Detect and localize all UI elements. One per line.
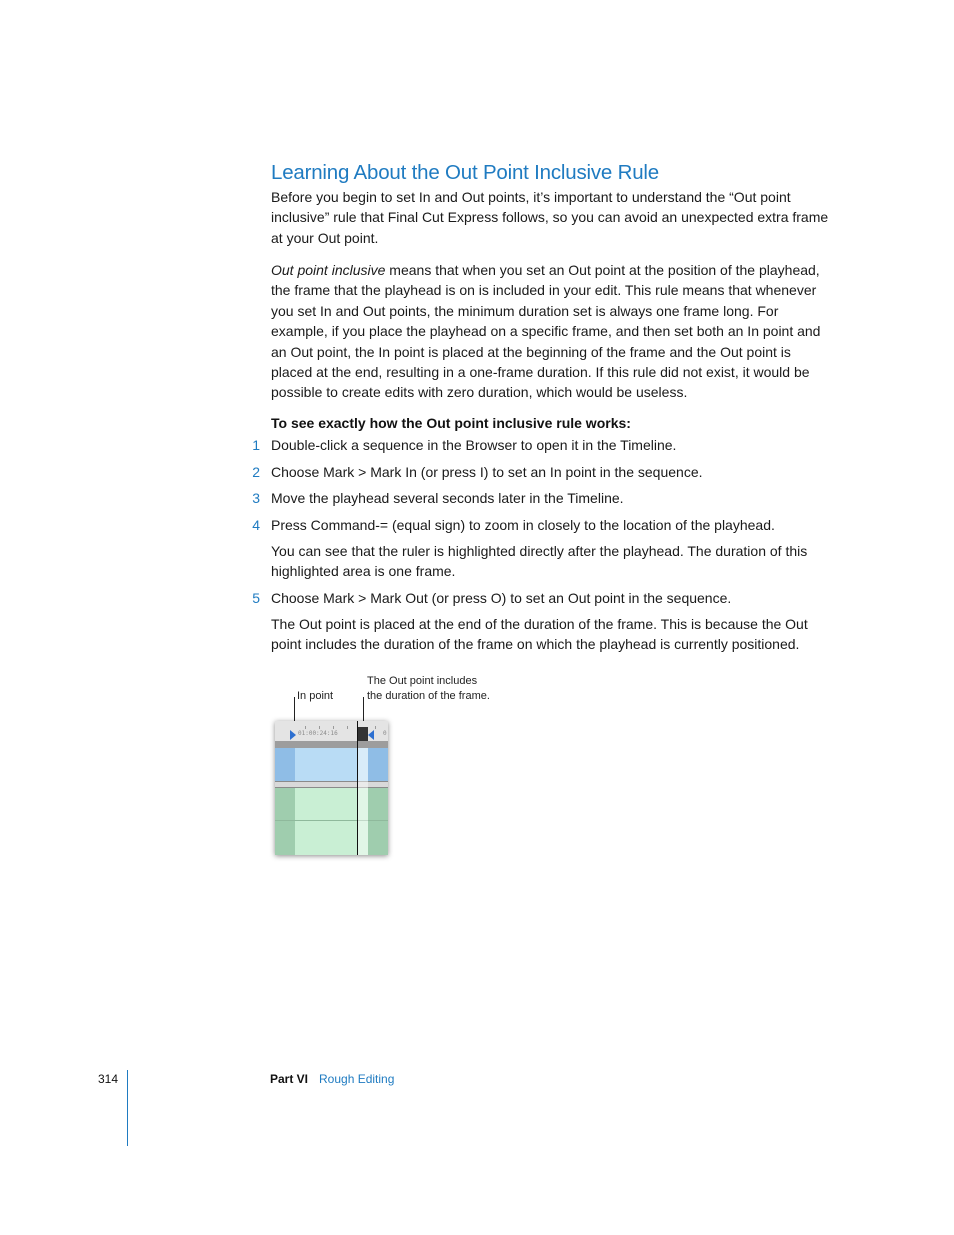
step-text: Choose Mark > Mark In (or press I) to set an In point in the sequence. [271, 464, 703, 480]
ruler-tick [333, 726, 334, 729]
page-number: 314 [98, 1072, 119, 1086]
out-point-marker-icon [368, 730, 374, 740]
playhead-line [357, 721, 358, 855]
out-point-leader-line [363, 697, 364, 721]
step-5-note: The Out point is placed at the end of the duration of the frame. This is because the Out point includes the duration of the frame on which the playhead is currently positioned. [271, 616, 808, 653]
step-number: 3 [252, 490, 260, 506]
render-bar [275, 741, 388, 748]
out-point-callout-line1: The Out point includes [367, 675, 478, 687]
step-text: Double-click a sequence in the Browser to open it in the Timeline. [271, 437, 677, 453]
footer-section-link[interactable]: Rough Editing [319, 1072, 395, 1086]
footer-part-label: Part VI [270, 1072, 309, 1086]
ruler-tick [375, 726, 376, 729]
step-2 [240, 462, 840, 483]
audio-track-1 [275, 788, 388, 821]
ruler-timecode: 01:00:24:16 [298, 730, 338, 737]
footer-divider [127, 1070, 128, 1146]
step-4-note: You can see that the ruler is highlighted directly after the playhead. The duration of this highlighted area is one frame. [271, 543, 808, 580]
audio-track-outside-left [275, 788, 295, 821]
step-number: 4 [252, 517, 260, 533]
audio-track-2 [275, 821, 388, 855]
step-3 [240, 488, 840, 509]
out-point-callout-line2: the duration of the frame. [367, 690, 490, 702]
procedure-title: To see exactly how the Out point inclusive rule works: [271, 415, 631, 431]
one-frame-highlight [358, 748, 368, 855]
video-track-outside-left [275, 748, 295, 781]
step-number: 1 [252, 437, 260, 453]
audio-track-outside-right [368, 788, 388, 821]
step-number: 5 [252, 590, 260, 606]
step-text: Move the playhead several seconds later in the Timeline. [271, 490, 624, 506]
section-heading: Learning About the Out Point Inclusive Rule [271, 161, 659, 184]
definition-term: Out point inclusive [271, 262, 386, 278]
in-point-callout: In point [297, 690, 334, 702]
video-track [275, 748, 388, 781]
video-track-outside-right [368, 748, 388, 781]
ruler-tick [319, 726, 320, 729]
step-5 [240, 588, 840, 609]
step-4 [240, 515, 840, 536]
definition-paragraph [271, 260, 831, 403]
timeline-figure [275, 721, 388, 855]
ruler-tick [305, 726, 306, 729]
timeline-ruler [275, 721, 388, 741]
playhead-frame-highlight [358, 727, 368, 741]
audio-track-outside-left [275, 821, 295, 855]
step-text: Press Command-= (equal sign) to zoom in closely to the location of the playhead. [271, 517, 775, 533]
intro-paragraph: Before you begin to set In and Out points, it’s important to understand the “Out point inclusive” rule that Final Cut Express follows, so you can avoid an unexpected extra frame at your Out point. [271, 189, 829, 246]
definition-text: means that when you set an Out point at the position of the playhead, the frame that the playhead is on is included in your edit. This rule means that whenever you set In and Out points, the minimum duration set is always one frame long. For example, if you place the playhead on a specific frame, and then set both an In point and an Out point, the In point is placed at the beginning of the frame and the Out point is placed at the end, resulting in a one-frame duration. If this rule did not exist, it would be possible to create edits with zero duration, which would be useless. [271, 262, 821, 401]
step-number: 2 [252, 464, 260, 480]
track-separator [275, 781, 388, 788]
in-point-marker-icon [290, 730, 296, 740]
step-text: Choose Mark > Mark Out (or press O) to set an Out point in the sequence. [271, 590, 732, 606]
audio-track-outside-right [368, 821, 388, 855]
ruler-tick [347, 726, 348, 729]
step-1 [240, 435, 840, 456]
ruler-timecode-next: 0 [383, 730, 387, 737]
